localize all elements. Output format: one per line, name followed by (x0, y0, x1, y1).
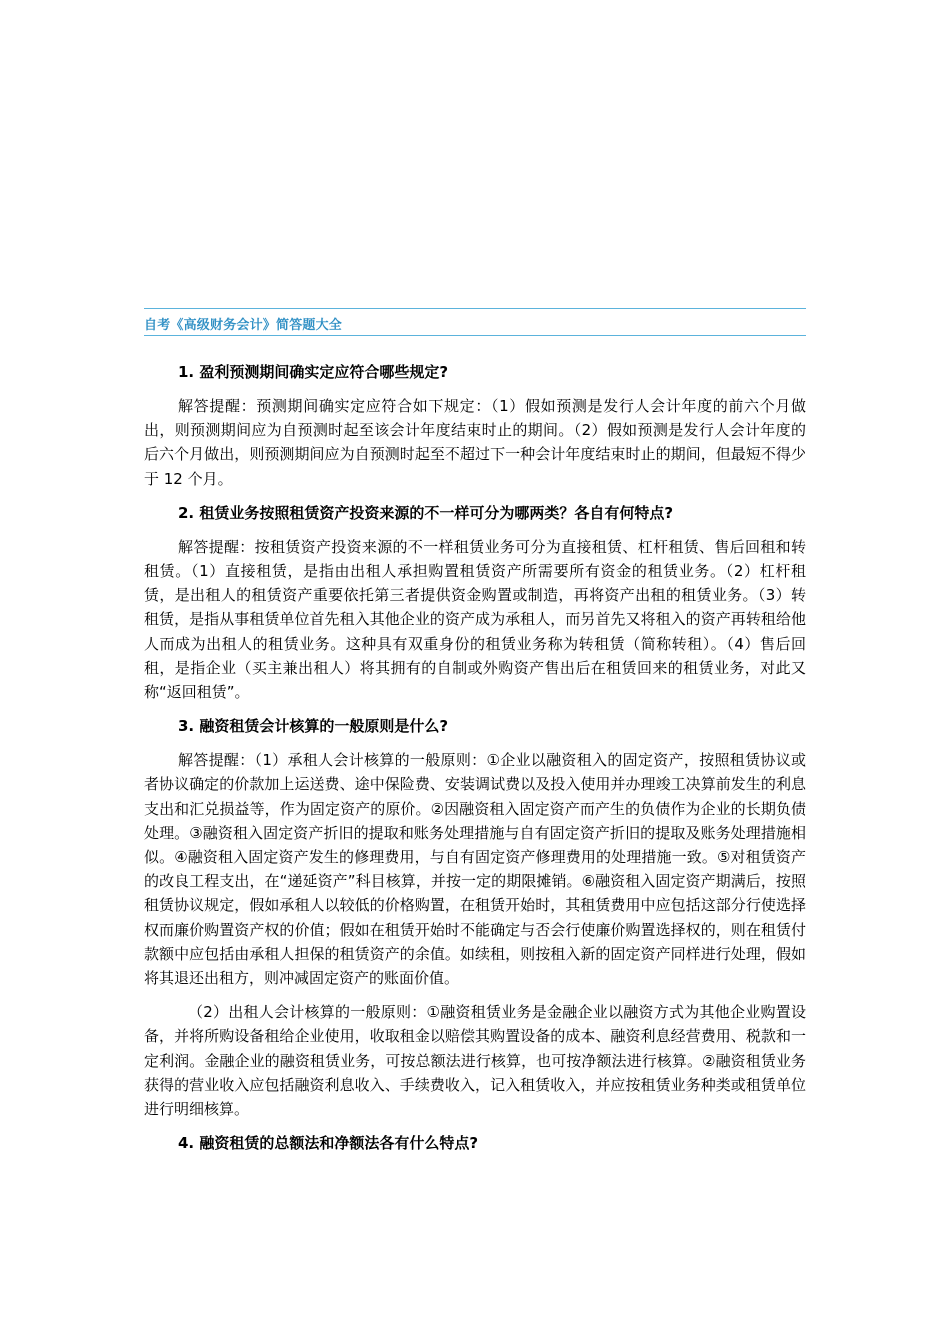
question-title-2: 2. 租赁业务按照租赁资产投资来源的不一样可分为哪两类？各自有何特点? (178, 503, 674, 522)
document-page (144, 308, 806, 1165)
answer-paragraph-3-part-2: （2）出租人会计核算的一般原则：①融资租赁业务是金融企业以融资方式为其他企业购置设备，并将所购设备租给企业使用，收取租金以赔偿其购置设备的成本、融资利息经营费用、税款和一定利润。金融企业的融资租赁业务，可按总额法进行核算，也可按净额法进行核算。②融资租赁业务获得的营业收入应包括融资利息收入、手续费收入，记入租赁收入，并应按租赁业务种类或租赁单位进行明细核算。 (144, 1003, 806, 1119)
answer-paragraph-2: 解答提醒：按租赁资产投资来源的不一样租赁业务可分为直接租赁、杠杆租赁、售后回租和转租赁。（1）直接租赁，是指由出租人承担购置租赁资产所需要所有资金的租赁业务。（2）杠杆租赁，是出租人的租赁资产重要依托第三者提供资金购置或制造，再将资产出租的租赁业务。（3）转租赁，是指从事租赁单位首先租入其他企业的资产成为承租人，而另首先又将租入的资产再转租给他人而成为出租人的租赁业务。这种具有双重身份的租赁业务称为转租赁（简称转租）。（4）售后回租，是指企业（买主兼出租人）将其拥有的自制或外购资产售出后在租赁回来的租赁业务，对此又称“返回租赁”。 (144, 537, 806, 702)
question-title-3: 3. 融资租赁会计核算的一般原则是什么? (178, 717, 449, 736)
document-content (144, 360, 806, 1155)
answer-paragraph-1: 解答提醒：预测期间确实定应符合如下规定：（1）假如预测是发行人会计年度的前六个月做出，则预测期间应为自预测时起至该会计年度结束时止的期间。（2）假如预测是发行人会计年度的后六个月做出，则预测期间应为自预测时起至不超过下一种会计年度结束时止的期间，但最短不得少于 12 个月。 (144, 397, 806, 488)
question-title-1: 1. 盈利预测期间确实定应符合哪些规定? (178, 363, 449, 381)
header-bar (144, 308, 806, 336)
answer-paragraph-3: 解答提醒：（1）承租人会计核算的一般原则：①企业以融资租入的固定资产，按照租赁协议或者协议确定的价款加上运送费、途中保险费、安装调试费以及投入使用并办理竣工决算前发生的利息支出和汇兑损益等，作为固定资产的原价。②因融资租入固定资产而产生的负债作为企业的长期负债处理。③融资租入固定资产折旧的提取和账务处理措施与自有固定资产折旧的提取及账务处理措施相似。④融资租入固定资产发生的修理费用，与自有固定资产修理费用的处理措施一致。⑤对租赁资产的改良工程支出，在“递延资产”科目核算，并按一定的期限摊销。⑥融资租入固定资产期满后，按照租赁协议规定，假如承租人以较低的价格购置，在租赁开始时，其租赁费用中应包括这部分行使选择权而廉价购置资产权的价值；假如在租赁开始时不能确定与否会行使廉价购置选择权的，则在租赁付款额中应包括由承租人担保的租赁资产的余值。如续租，则按租入新的固定资产同样进行处理，假如将其退还出租方，则冲减固定资产的账面价值。 (144, 751, 806, 988)
question-title-4: 4. 融资租赁的总额法和净额法各有什么特点? (178, 1134, 479, 1153)
document-title: 自考《高级财务会计》简答题大全 (144, 318, 343, 333)
